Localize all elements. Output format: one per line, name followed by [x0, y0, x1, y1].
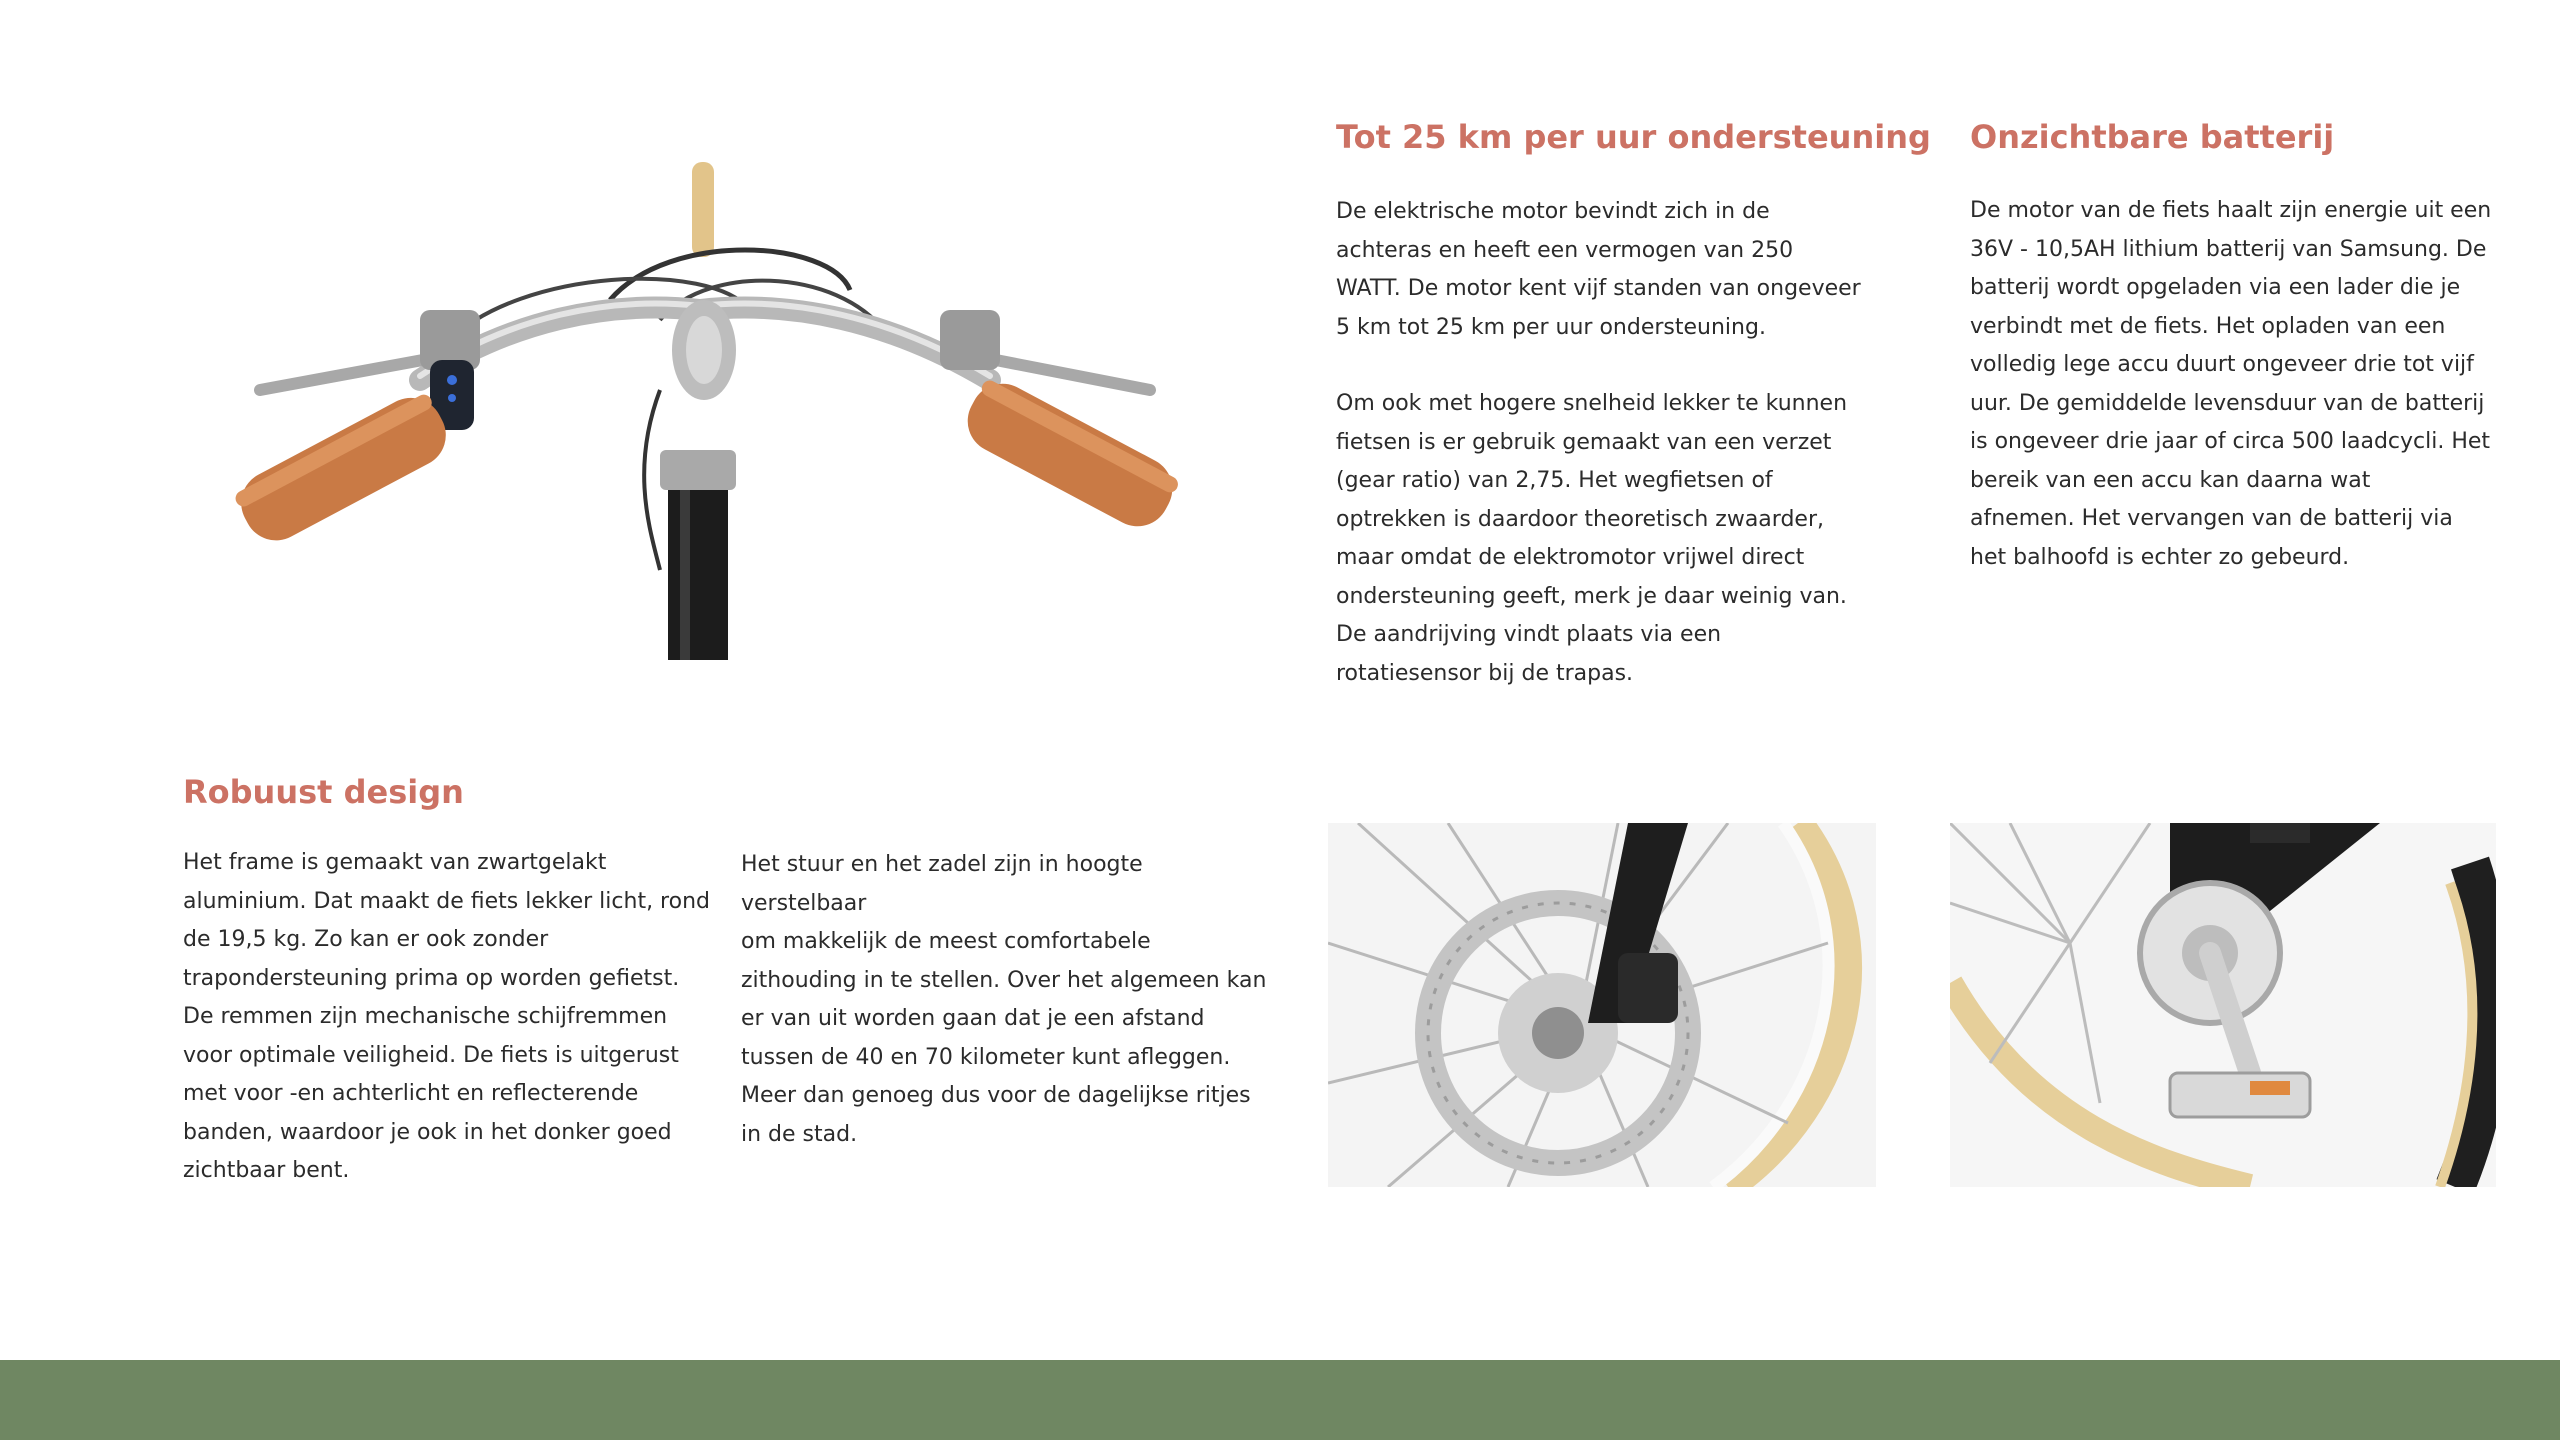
support-paragraph-1: De elektrische motor bevindt zich in de achteras en heeft een vermogen van 250 WATT. De motor kent vijf standen van ongeveer 5 km tot 25 km per uur ondersteuning.: [1336, 199, 1861, 340]
battery-heading: Onzichtbare batterij: [1970, 118, 2335, 156]
handlebar-photo: [190, 150, 1240, 660]
design-heading: Robuust design: [183, 773, 464, 811]
battery-paragraph: De motor van de fiets haalt zijn energie uit een 36V - 10,5AH lithium batterij van Samsung. De batterij wordt opgeladen via een lader die je verbindt met de fiets. Het opladen van een volledig lege accu duurt ongeveer drie tot vijf uur. De gemiddelde levensduur van de batterij is ongeveer drie jaar of circa 500 laadcycli. Het bereik van een accu kan daarna wat afnemen. Het vervangen van de batterij via het balhoofd is echter zo gebeurd.: [1970, 198, 2492, 570]
disc-brake-photo: [1328, 823, 1876, 1187]
support-paragraph-2: Om ook met hogere snelheid lekker te kunnen fietsen is er gebruik gemaakt van een verzet (gear ratio) van 2,75. Het wegfietsen of optrekken is daardoor theoretisch zwaarder, maar omdat de elektromotor vrijwel direct ondersteuning geeft, merk je daar weinig van. De aandrijving vindt plaats via een rotatiesensor bij de trapas.: [1336, 391, 1848, 686]
footer-bar: [0, 1360, 2560, 1440]
design-paragraph-2: Het stuur en het zadel zijn in hoogte verstelbaar om makkelijk de meest comfortabele zithouding in te stellen. Over het algemeen kan er van uit worden gaan dat je een afstand tussen de 40 en 70 kilometer kunt afleggen. Meer dan genoeg dus voor de dagelijkse ritjes in de stad.: [741, 852, 1267, 1147]
pedal-photo: [1950, 823, 2496, 1187]
design-paragraph-1: Het frame is gemaakt van zwartgelakt aluminium. Dat maakt de fiets lekker licht, rond de 19,5 kg. Zo kan er ook zonder trapondersteuning prima op worden gefietst. De remmen zijn mechanische schijfremmen voor optimale veiligheid. De fiets is uitgerust met voor -en achterlicht en reflecterende banden, waardoor je ook in het donker goed zichtbaar bent.: [183, 850, 710, 1183]
support-heading: Tot 25 km per uur ondersteuning: [1336, 118, 1931, 156]
